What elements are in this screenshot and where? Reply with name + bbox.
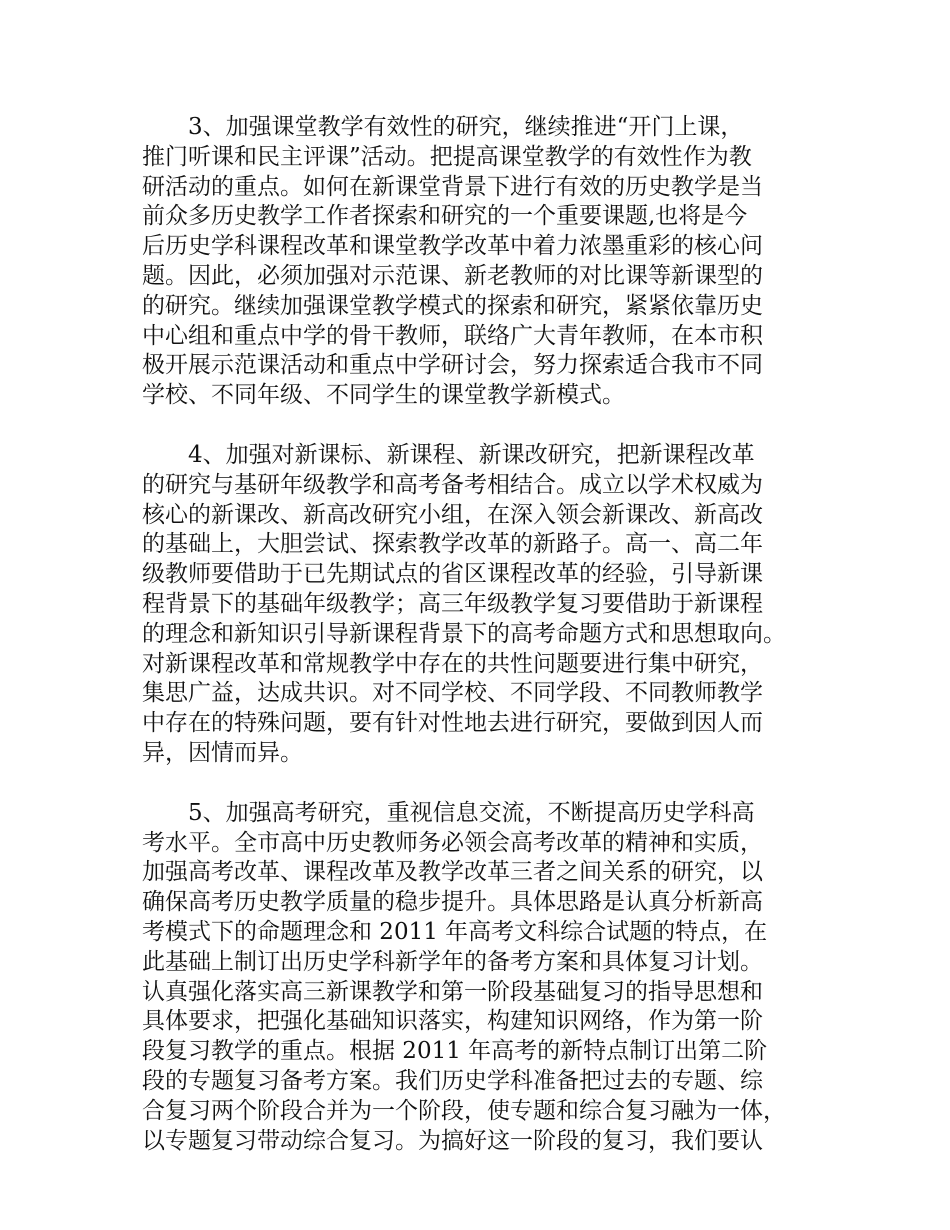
document-page — [142, 113, 832, 1186]
paragraph-5: 5、加强高考研究，重视信息交流，不断提高历史学科高 考水平。全市高中历史教师务必领会高考改革的精神和实质， 加强高考改革、课程改革及教学改革三者之间关系的研究，以 确保高考历史教学质量的稳步提升。具体思路是认真分析新高 考模式下的命题理念和 2011 年高考文科综合试题的特点，在 此基础上制订出历史学科新学年的备考方案和具体复习计划。 认真强化落实高三新课教学和第一阶段基础复习的指导思想和 具体要求，把强化基础知识落实，构建知识网络，作为第一阶 段复习教学的重点。根据 2011 年高考的新特点制订出第二阶 段的专题复习备考方案。我们历史学科准备把过去的专题、综 合复习两个阶段合并为一个阶段，使专题和综合复习融为一体， 以专题复习带动综合复习。为搞好这一阶段的复习，我们要认 — [142, 799, 786, 1154]
paragraph-3: 3、加强课堂教学有效性的研究，继续推进“开门上课， 推门听课和民主评课”活动。把提高课堂教学的有效性作为教 研活动的重点。如何在新课堂背景下进行有效的历史教学是当 前众多历史教学工作者探索和研究的一个重要课题,也将是今 后历史学科课程改革和课堂教学改革中着力浓墨重彩的核心问 题。因此，必须加强对示范课、新老教师的对比课等新课型的 的研究。继续加强课堂教学模式的探索和研究，紧紧依靠历史 中心组和重点中学的骨干教师，联络广大青年教师，在本市积 极开展示范课活动和重点中学研讨会，努力探索适合我市不同 学校、不同年级、不同学生的课堂教学新模式。 — [142, 114, 763, 409]
paragraph-4: 4、加强对新课标、新课程、新课改研究，把新课程改革 的研究与基研年级教学和高考备考相结合。成立以学术权威为 核心的新课改、新高改研究小组，在深入领会新课改、新高改 的基础上，大胆尝试、探索教学改革的新路子。高一、高二年 级教师要借助于已先期试点的省区课程改革的经验，引导新课 程背景下的基础年级教学；高三年级教学复习要借助于新课程 的理念和新知识引导新课程背景下的高考命题方式和思想取向。 对新课程改革和常规教学中存在的共性问题要进行集中研究， 集思广益，达成共识。对不同学校、不同学段、不同教师教学 中存在的特殊问题，要有针对性地去进行研究，要做到因人而 异，因情而异。 — [142, 441, 786, 766]
